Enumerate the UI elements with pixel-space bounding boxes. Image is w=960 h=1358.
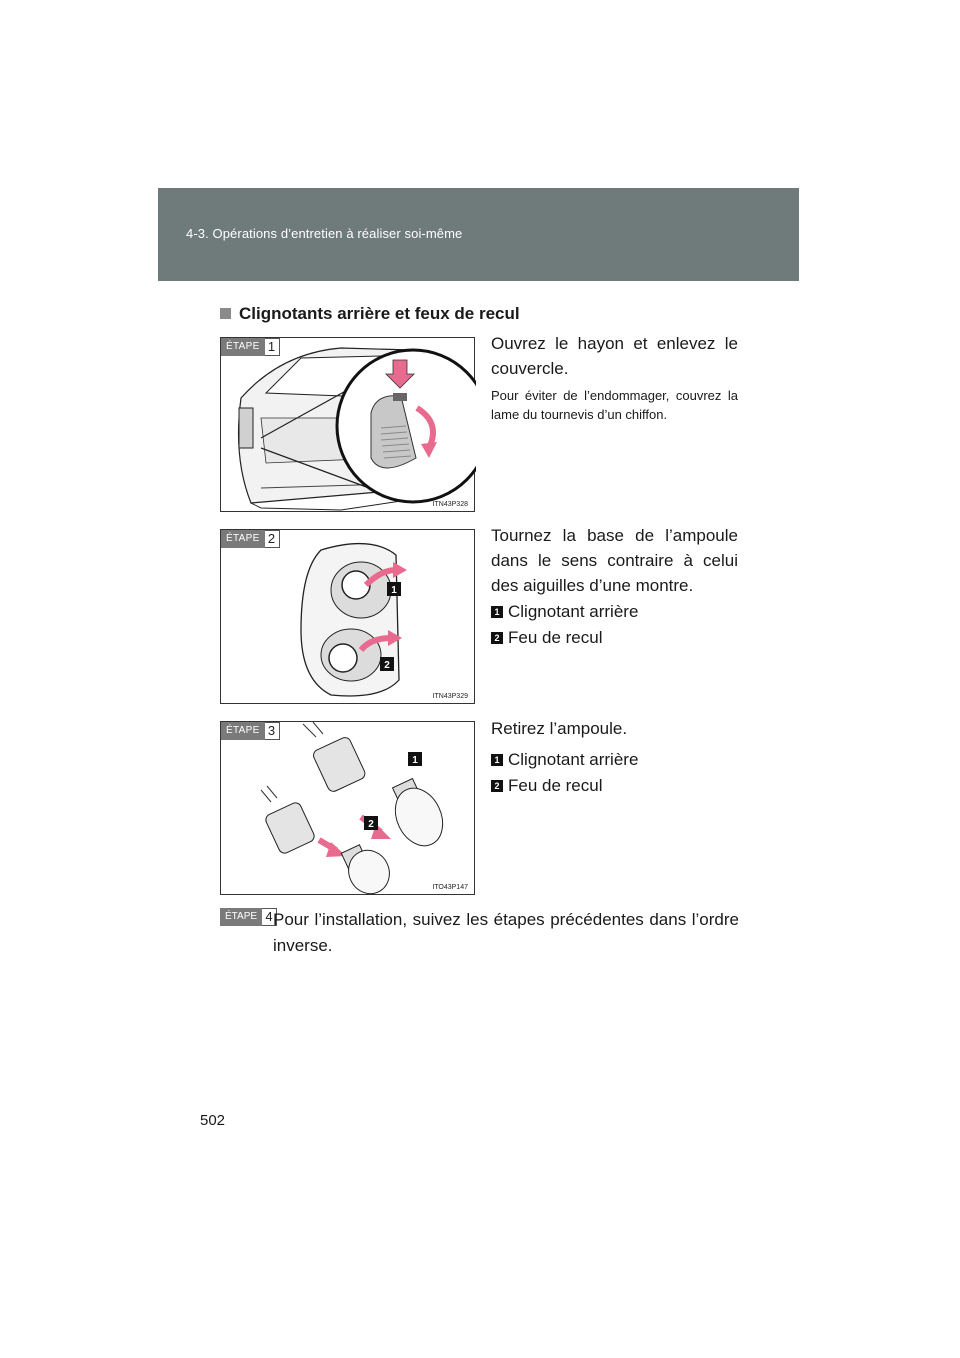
item-label: Clignotant arrière <box>508 750 639 769</box>
list-item <box>491 601 638 623</box>
list-item <box>491 775 603 797</box>
step-word: ÉTAPE <box>220 908 262 926</box>
chapter-title: 4-3. Opérations d’entretien à réaliser soi-même <box>186 226 463 241</box>
svg-text:2: 2 <box>368 819 374 830</box>
number-badge-icon: 1 <box>491 606 503 618</box>
step-number: 2 <box>265 530 280 548</box>
step-1-label <box>221 338 280 356</box>
step-number: 3 <box>265 722 280 740</box>
step-2-figure <box>220 529 475 704</box>
step-1-text: Ouvrez le hayon et enlevez le couvercle. <box>491 334 738 378</box>
figure-code: ITN43P329 <box>432 693 468 700</box>
step-3-figure <box>220 721 475 895</box>
figure-code: ITN43P328 <box>432 501 468 508</box>
number-badge-icon: 1 <box>491 754 503 766</box>
step-number: 1 <box>265 338 280 356</box>
square-bullet-icon <box>220 308 231 319</box>
step-1-figure <box>220 337 475 512</box>
lamp-socket-illustration <box>221 530 476 705</box>
step-word: ÉTAPE <box>221 338 265 356</box>
step-1-note: Pour éviter de l’endommager, couvrez la lame du tournevis d’un chiffon. <box>491 388 738 422</box>
number-badge-icon: 2 <box>491 632 503 644</box>
trunk-cover-illustration <box>221 338 476 513</box>
section-heading-text: Clignotants arrière et feux de recul <box>239 304 520 323</box>
bulb-removal-illustration <box>221 722 476 896</box>
svg-text:2: 2 <box>384 660 390 671</box>
step-2-label <box>221 530 280 548</box>
page-header <box>158 188 799 281</box>
step-3-label <box>221 722 280 740</box>
svg-text:1: 1 <box>391 585 397 596</box>
list-item <box>491 749 638 771</box>
step-4-label <box>220 908 277 926</box>
list-item <box>491 627 603 649</box>
page-number: 502 <box>200 1112 226 1129</box>
section-heading <box>220 304 520 324</box>
step-3-text: Retirez l’ampoule. <box>491 719 628 738</box>
item-label: Clignotant arrière <box>508 602 639 621</box>
svg-text:1: 1 <box>412 755 418 766</box>
step-number: 4 <box>262 908 277 926</box>
step-2-text: Tournez la base de l’ampoule dans le sens contraire à celui des aiguilles d’une montre. <box>491 526 738 595</box>
step-word: ÉTAPE <box>221 530 265 548</box>
item-label: Feu de recul <box>508 776 603 795</box>
step-word: ÉTAPE <box>221 722 265 740</box>
item-label: Feu de recul <box>508 628 603 647</box>
step-4-text: Pour l’installation, suivez les étapes précédentes dans l’ordre inverse. <box>273 910 739 955</box>
number-badge-icon: 2 <box>491 780 503 792</box>
figure-code: ITO43P147 <box>432 884 468 891</box>
